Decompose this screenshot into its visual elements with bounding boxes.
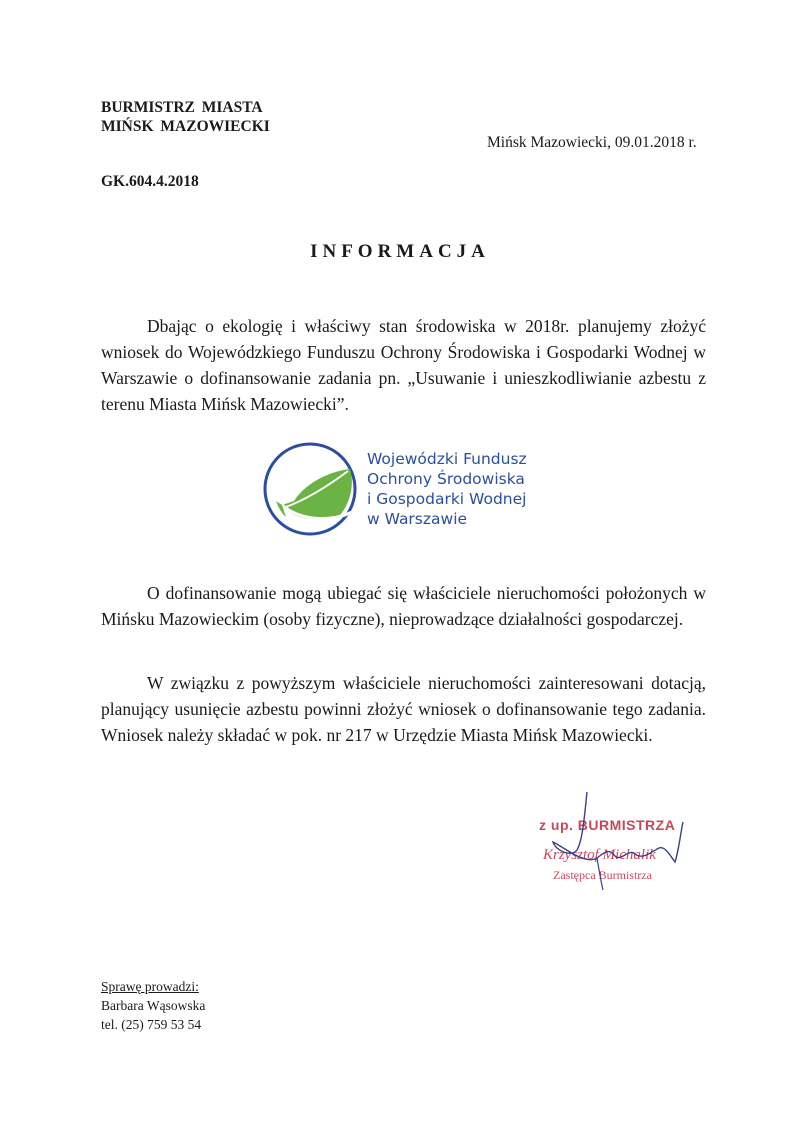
- logo-text-line-3: i Gospodarki Wodnej: [367, 490, 527, 508]
- contact-block: [101, 977, 205, 1034]
- contact-label: Sprawę prowadzi:: [101, 979, 199, 994]
- issuer-block: [101, 98, 270, 136]
- contact-phone: tel. (25) 759 53 54: [101, 1017, 202, 1032]
- paragraph-2: O dofinansowanie mogą ubiegać się właściciele nieruchomości położonych w Mińsku Mazowieckim (osoby fizyczne), nieprowadzące działalności gospodarczej.: [101, 583, 706, 629]
- stamp-signatory-title: Zastępca Burmistrza: [553, 868, 652, 882]
- handwritten-signature-icon: [525, 790, 695, 890]
- document-title: INFORMACJA: [310, 241, 490, 262]
- leaf-in-circle-icon: [262, 441, 362, 541]
- stamp-signatory-name: Krzysztof Michalik: [543, 847, 656, 863]
- reference-number: GK.604.4.2018: [101, 173, 199, 190]
- issuer-line-2: MIŃSK MAZOWIECKI: [101, 118, 270, 135]
- logo-text-line-4: w Warszawie: [367, 510, 468, 528]
- stamp-authorization: z up. BURMISTRZA: [539, 817, 676, 833]
- contact-name: Barbara Wąsowska: [101, 998, 206, 1013]
- logo-text-line-2: Ochrony Środowiska: [367, 470, 525, 488]
- paragraph-1: Dbając o ekologię i właściwy stan środowiska w 2018r. planujemy złożyć wniosek do Wojewódzkiego Funduszu Ochrony Środowiska i Gospodarki Wodnej w Warszawie o dofinansowanie zadania pn. „Usuwanie i unieszkodliwianie azbestu z terenu Miasta Mińsk Mazowiecki”.: [101, 316, 706, 414]
- issuer-line-1: BURMISTRZ MIASTA: [101, 99, 263, 116]
- logo-text-line-1: Wojewódzki Fundusz: [367, 450, 527, 468]
- place-date: Mińsk Mazowiecki, 09.01.2018 r.: [487, 134, 697, 151]
- signature-stamp: [525, 790, 695, 890]
- wfosigw-logo: [262, 441, 527, 539]
- paragraph-3: W związku z powyższym właściciele nieruchomości zainteresowani dotacją, planujący usunięcie azbestu powinni złożyć wniosek o dofinansowanie tego zadania. Wniosek należy składać w pok. nr 217 w Urzędzie Miasta Mińsk Mazowiecki.: [101, 673, 706, 745]
